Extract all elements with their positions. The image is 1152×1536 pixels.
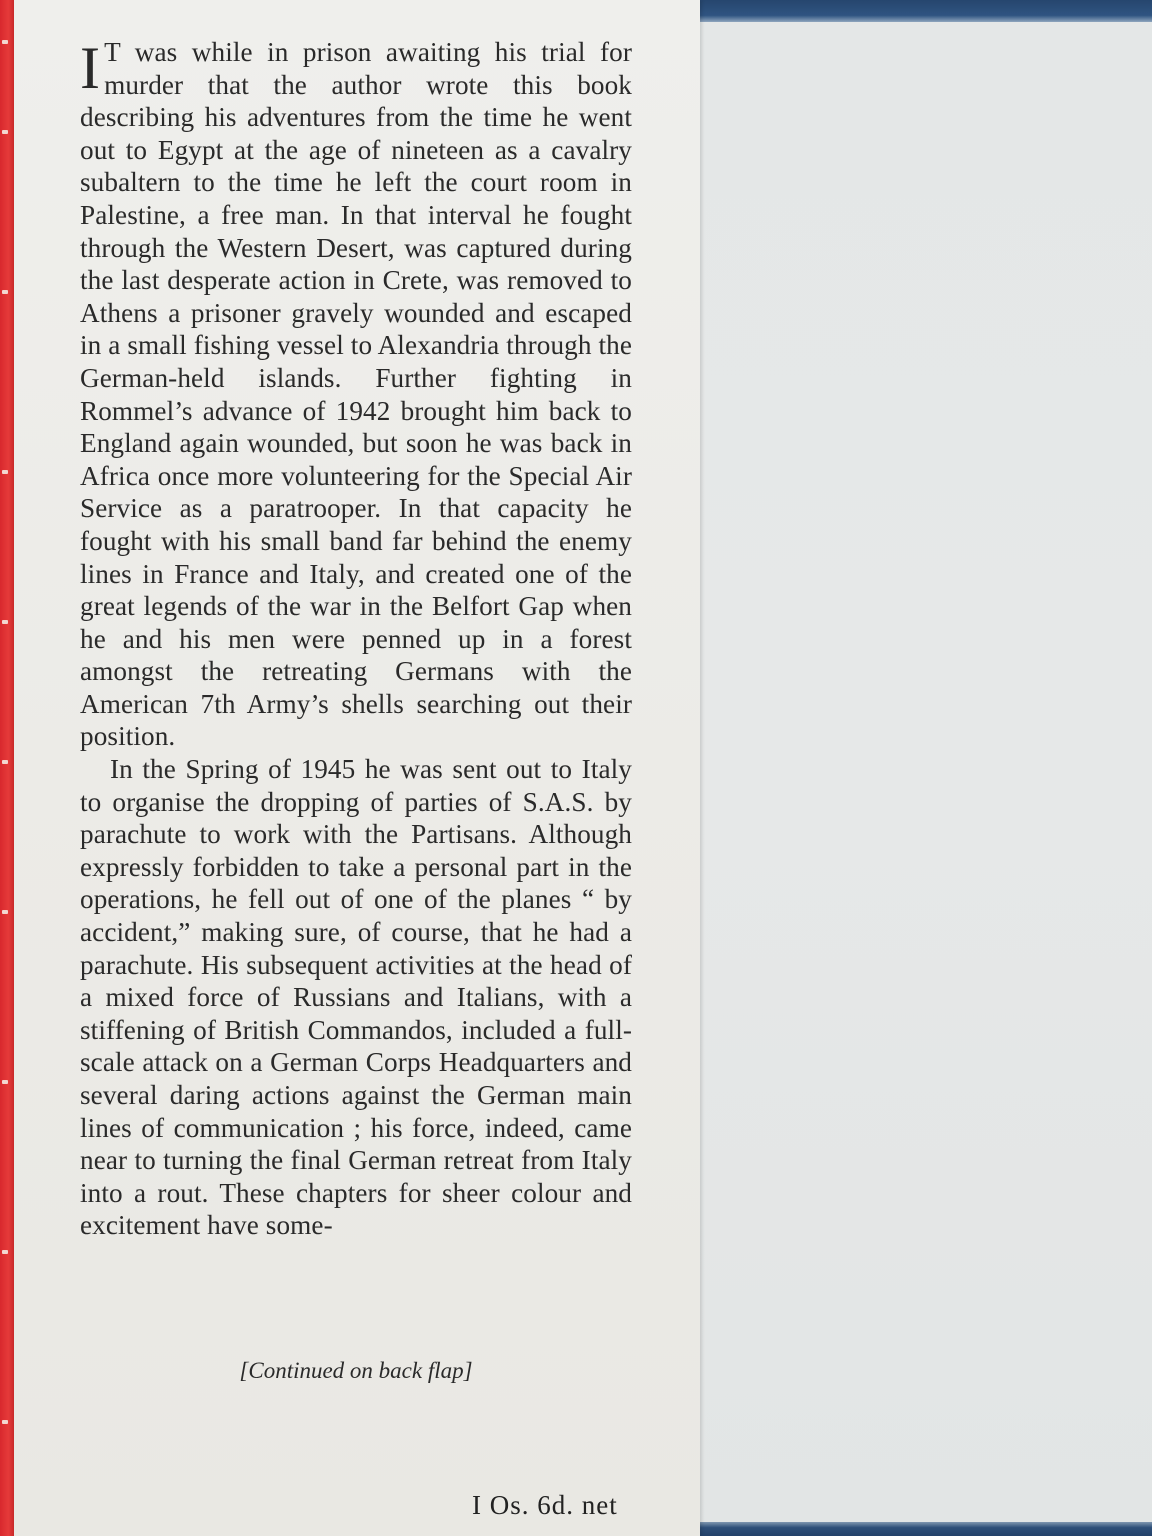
spine-speck	[2, 1080, 8, 1084]
blurb-paragraph-1	[80, 36, 632, 753]
blue-cover-edge-bottom	[684, 1522, 1152, 1536]
red-spine-edge	[0, 0, 14, 1536]
spine-speck	[2, 1420, 8, 1424]
continued-note: [Continued on back flap]	[239, 1358, 473, 1383]
drop-cap: I	[80, 35, 101, 101]
spine-speck	[2, 760, 8, 764]
spine-speck	[2, 290, 8, 294]
spine-speck	[2, 470, 8, 474]
price-label: I Os. 6d. net	[472, 1490, 618, 1520]
spine-speck	[2, 130, 8, 134]
blurb-paragraph-2: In the Spring of 1945 he was sent out to Italy to organise the dropping of parties of S.A.S. by parachute to work with the Partisans. Although expressly forbidden to take a personal part in the operations, he fell out of one of the planes “ by accident,” making sure, of course, that he had a parachute. His subsequent activities at the head of a mixed force of Russians and Italians, with a stiffening of British Commandos, included a full-scale attack on a German Corps Headquarters and several daring actions against the German main lines of communication ; his force, indeed, came near to turning the final German retreat from Italy into a rout. These chapters for sheer colour and excitement have some-	[80, 754, 632, 1241]
spine-speck	[2, 40, 8, 44]
inner-board	[700, 0, 1152, 1536]
paragraph-1-text: T was while in prison awaiting his trial for murder that the author wrote this book describing his adventures from the time he went out to Egypt at the age of nineteen as a cavalry subaltern to the time he left the court room in Palestine, a free man. In that interval he fought through the Western Desert, was captured during the last desperate action in Crete, was removed to Athens a prisoner gravely wounded and escaped in a small fishing vessel to Alexandria through the German-held islands. Further fighting in Rommel’s advance of 1942 brought him back to England again wounded, but soon he was back in Africa once more volunteering for the Special Air Service as a paratrooper. In that capacity he fought with his small band far behind the enemy lines in France and Italy, and created one of the great legends of the war in the Belfort Gap when he and his men were penned up in a forest amongst the retreating Germans with the American 7th Army’s shells searching out their position.	[80, 37, 632, 752]
blue-cover-edge-top	[700, 0, 1152, 22]
spine-speck	[2, 1250, 8, 1254]
spine-speck	[2, 910, 8, 914]
spine-speck	[2, 620, 8, 624]
blurb-text	[80, 36, 632, 1242]
